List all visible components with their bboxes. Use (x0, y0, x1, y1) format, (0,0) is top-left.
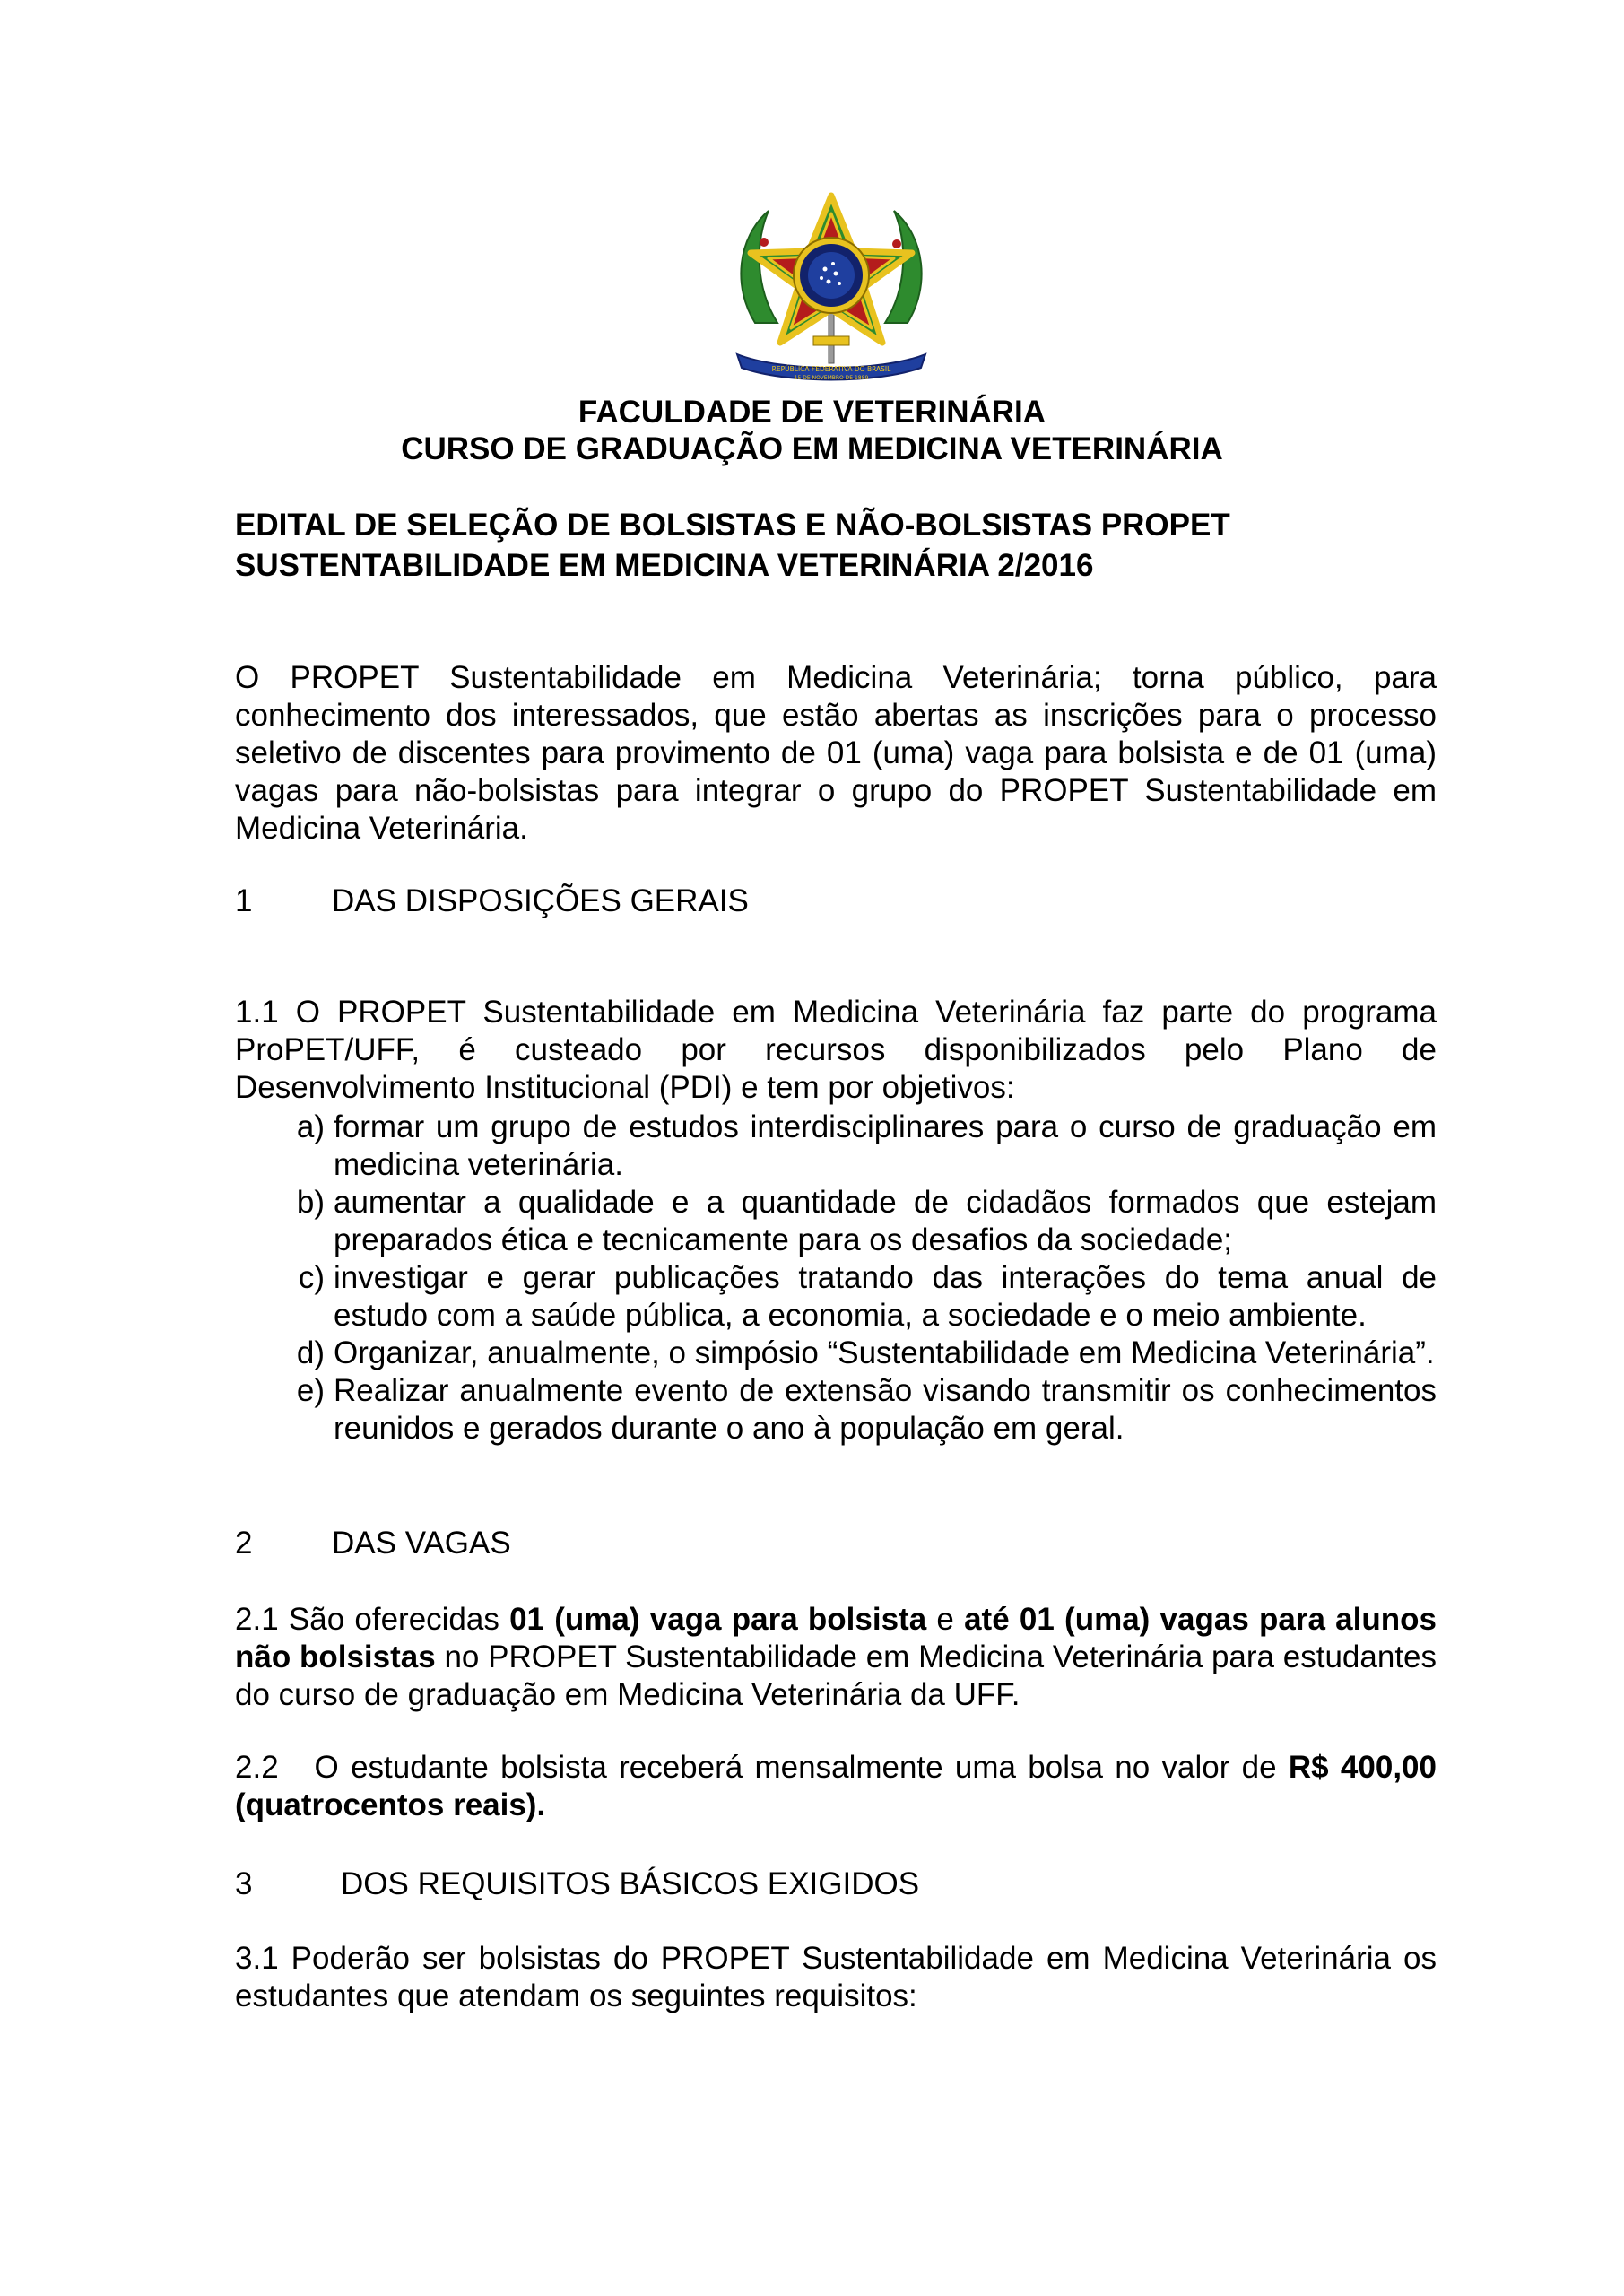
paragraph-1-1: 1.1 O PROPET Sustentabilidade em Medicina Veterinária faz parte do programa ProPET/UFF, é custeado por recursos disponibilizados pelo Plano de Desenvolvimento Institucional (PDI) e tem por objetivos: (235, 995, 1437, 1105)
list-marker: e) (296, 1373, 325, 1408)
brazil-coat-of-arms-emblem (728, 188, 934, 384)
list-item-text: aumentar a qualidade e a quantidade de cidadãos formados que estejam preparados ética e tecnicamente para os desafios da sociedade; (334, 1185, 1437, 1257)
course-title: CURSO DE GRADUAÇÃO EM MEDICINA VETERINÁRIA (401, 431, 1223, 466)
section-2-heading (235, 1525, 511, 1562)
list-item (235, 1335, 1437, 1372)
emblem-ribbon-date: 15 DE NOVEMBRO DE 1889 (794, 375, 869, 381)
section-title: DAS VAGAS (332, 1526, 511, 1561)
bold-text-run: até 01 (uma) vagas para alunos não bolsistas (235, 1602, 1437, 1674)
text-run: no PROPET Sustentabilidade em Medicina Veterinária para estudantes do curso de graduação em Medicina Veterinária da UFF. (235, 1639, 1437, 1712)
section-3-heading (235, 1866, 919, 1903)
paragraph-2-1 (235, 1601, 1437, 1714)
section-1-heading (235, 883, 749, 920)
list-item (235, 1184, 1437, 1259)
list-item-text: investigar e gerar publicações tratando das interações do tema anual de estudo com a saúde pública, a economia, a sociedade e o meio ambiente. (334, 1260, 1437, 1333)
edital-title-line1: EDITAL DE SELEÇÃO DE BOLSISTAS E NÃO-BOLSISTAS PROPET (235, 508, 1230, 543)
bold-text-run: R$ 400,00 (quatrocentos reais). (235, 1750, 1437, 1822)
section-number: 1 (235, 883, 253, 918)
faculty-title: FACULDADE DE VETERINÁRIA (578, 395, 1046, 430)
list-item-text: formar um grupo de estudos interdisciplinares para o curso de graduação em medicina veterinária. (334, 1109, 1437, 1182)
list-marker: b) (296, 1185, 325, 1220)
objectives-list (235, 1109, 1437, 1448)
list-item (235, 1109, 1437, 1184)
paragraph-2-2 (235, 1749, 1437, 1824)
section-number: 3 (235, 1866, 253, 1901)
text-run: e (926, 1602, 965, 1637)
text-run: 2.1 São oferecidas (235, 1602, 510, 1637)
list-marker: c) (298, 1260, 325, 1295)
emblem-ribbon-motto: REPÚBLICA FEDERATIVA DO BRASIL (771, 365, 891, 373)
bold-text-run: 01 (uma) vaga para bolsista (509, 1602, 927, 1637)
list-marker: d) (296, 1335, 325, 1370)
list-item (235, 1372, 1437, 1448)
section-title: DAS DISPOSIÇÕES GERAIS (332, 883, 749, 918)
list-item-text: Organizar, anualmente, o simpósio “Sustentabilidade em Medicina Veterinária”. (334, 1335, 1435, 1370)
coat-of-arms-graphic (728, 188, 934, 384)
list-marker: a) (296, 1109, 325, 1144)
paragraph-3-1: 3.1 Poderão ser bolsistas do PROPET Sustentabilidade em Medicina Veterinária os estudantes que atendam os seguintes requisitos: (235, 1941, 1437, 2013)
list-item (235, 1259, 1437, 1335)
text-run: 2.2 O estudante bolsista receberá mensalmente uma bolsa no valor de (235, 1750, 1289, 1785)
edital-title-line2: SUSTENTABILIDADE EM MEDICINA VETERINÁRIA 2/2016 (235, 548, 1094, 583)
intro-paragraph: O PROPET Sustentabilidade em Medicina Veterinária; torna público, para conhecimento dos interessados, que estão abertas as inscrições para o processo seletivo de discentes para provimento de 01 (uma) vaga para bolsista e de 01 (uma) vagas para não-bolsistas para integrar o grupo do PROPET Sustentabilidade em Medicina Veterinária. (235, 660, 1437, 846)
list-item-text: Realizar anualmente evento de extensão visando transmitir os conhecimentos reunidos e gerados durante o ano à população em geral. (334, 1373, 1437, 1446)
section-number: 2 (235, 1526, 253, 1561)
section-title: DOS REQUISITOS BÁSICOS EXIGIDOS (341, 1866, 920, 1901)
